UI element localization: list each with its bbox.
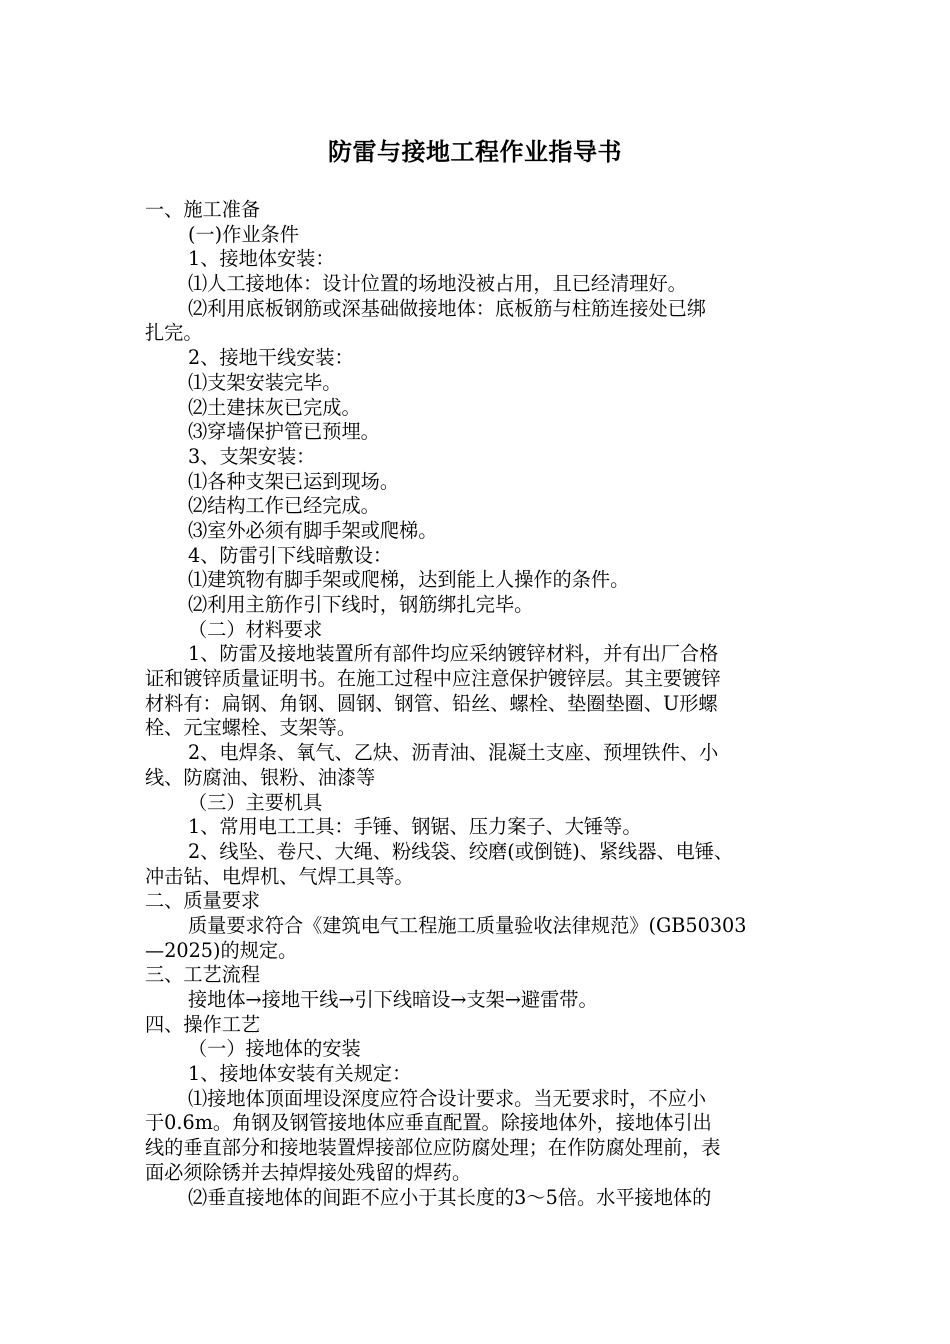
text-line: ⑴支架安装完毕。 xyxy=(188,370,342,394)
text-line: 线的垂直部分和接地装置焊接部位应防腐处理；在作防腐处理前，表 xyxy=(145,1136,721,1160)
text-line: ⑵垂直接地体的间距不应小于其长度的3～5倍。水平接地体的 xyxy=(188,1185,712,1209)
text-line: ⑵土建抹灰已完成。 xyxy=(188,395,361,419)
text-line: ⑴接地体顶面埋设深度应符合设计要求。当无要求时，不应小 xyxy=(188,1086,707,1110)
text-line: 3、支架安装： xyxy=(188,444,316,468)
text-line: 1、接地体安装： xyxy=(188,247,335,271)
text-line: 材料有：扁钢、角钢、圆钢、钢管、铅丝、螺栓、垫圈垫圈、U形螺 xyxy=(145,691,718,715)
text-line: 面必须除锈并去掉焊接处残留的焊药。 xyxy=(145,1160,472,1184)
text-line: 1、防雷及接地装置所有部件均应采纳镀锌材料，并有出厂合格 xyxy=(188,642,719,666)
text-line: (一)作业条件 xyxy=(188,222,299,246)
text-line: 于0.6m。角钢及钢管接地体应垂直配置。除接地体外，接地体引出 xyxy=(145,1111,712,1135)
text-line: 1、常用电工工具：手锤、钢锯、压力案子、大锤等。 xyxy=(188,815,642,839)
text-line: ⑵利用底板钢筋或深基础做接地体：底板筋与柱筋连接处已绑 xyxy=(188,296,707,320)
text-line: 冲击钻、电焊机、气焊工具等。 xyxy=(145,864,414,888)
text-line: 2、接地干线安装： xyxy=(188,346,354,370)
text-line: 1、接地体安装有关规定： xyxy=(188,1062,412,1086)
text-line: ⑴建筑物有脚手架或爬梯，达到能上人操作的条件。 xyxy=(188,568,630,592)
text-line: （二）材料要求 xyxy=(188,617,323,641)
text-line: 4、防雷引下线暗敷设： xyxy=(188,543,393,567)
text-line: ⑶室外必须有脚手架或爬梯。 xyxy=(188,518,438,542)
text-line: 接地体→接地干线→引下线暗设→支架→避雷带。 xyxy=(188,988,598,1011)
text-line: ⑵利用主筋作引下线时，钢筋绑扎完毕。 xyxy=(188,593,534,616)
document-body xyxy=(145,198,820,1210)
text-line: 栓、元宝螺栓、支架等。 xyxy=(145,716,357,740)
text-line: 一、施工准备 xyxy=(145,198,261,221)
text-line: 2、电焊条、氧气、乙炔、沥青油、混凝土支座、预埋铁件、小 xyxy=(188,741,719,765)
text-line: —2025)的规定。 xyxy=(145,938,298,962)
text-line: 质量要求符合《建筑电气工程施工质量验收法律规范》(GB50303 xyxy=(188,913,747,937)
text-line: 四、操作工艺 xyxy=(145,1012,261,1036)
text-line: ⑵结构工作已经完成。 xyxy=(188,494,380,518)
text-line: （三）主要机具 xyxy=(188,790,323,814)
document-title: 防雷与接地工程作业指导书 xyxy=(328,138,622,166)
text-line: 扎完。 xyxy=(145,321,203,345)
text-line: 2、线坠、卷尺、大绳、粉线袋、绞磨(或倒链)、紧线器、电锤、 xyxy=(188,839,734,863)
text-line: （一）接地体的安装 xyxy=(188,1037,361,1061)
text-line: ⑴人工接地体：设计位置的场地没被占用，且已经清理好。 xyxy=(188,272,687,296)
text-line: ⑶穿墙保护管已预埋。 xyxy=(188,420,380,444)
text-line: ⑴各种支架已运到现场。 xyxy=(188,469,400,493)
text-line: 证和镀锌质量证明书。在施工过程中应注意保护镀锌层。其主要镀锌 xyxy=(145,667,721,691)
text-line: 二、质量要求 xyxy=(145,889,261,913)
text-line: 线、防腐油、银粉、油漆等 xyxy=(145,765,376,789)
text-line: 三、工艺流程 xyxy=(145,963,261,987)
